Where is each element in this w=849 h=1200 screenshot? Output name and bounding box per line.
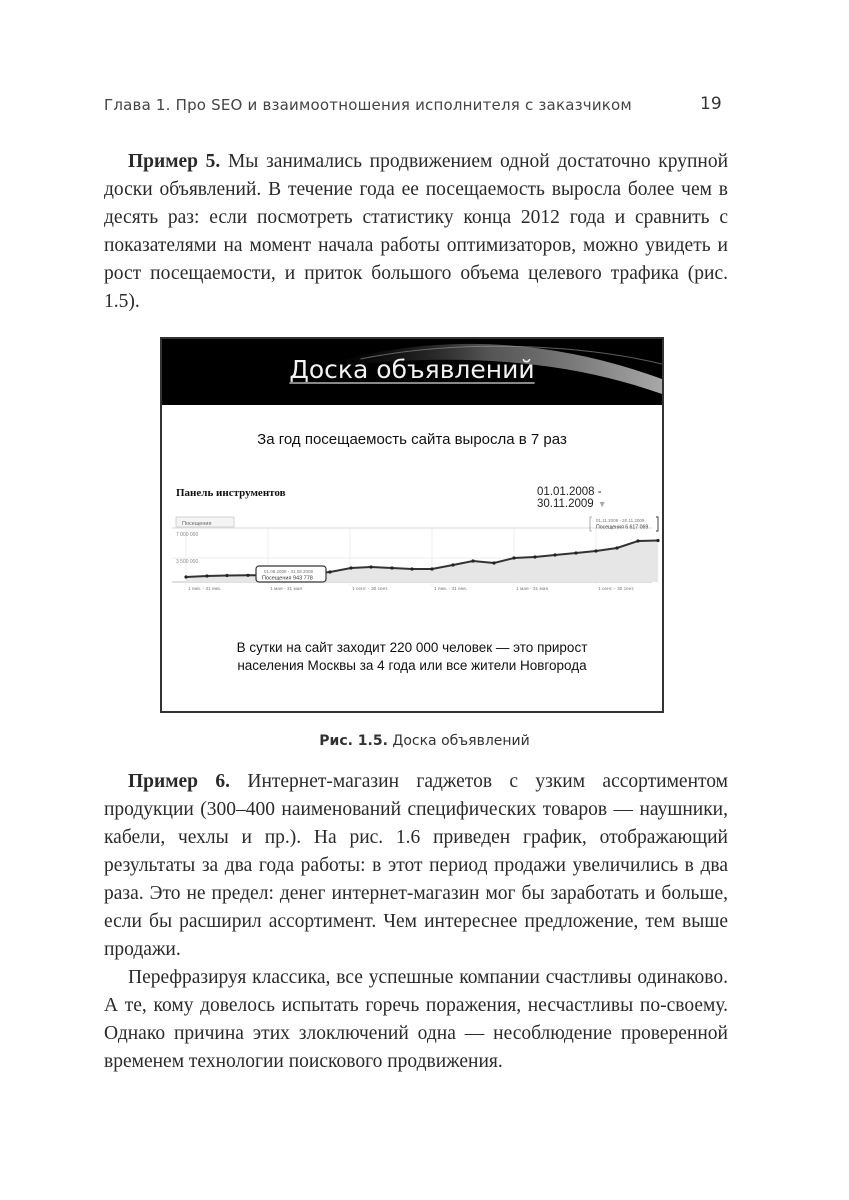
paragraph-text: Мы занимались продвижением одной достаточно крупной доски объявлений. В течение года ее посещаемость выросла более чем в десять раз: если посмотреть статистику конца 2012 года и сравнить с показателями на момент начала работы оптимизаторов, можно увидеть и рост посещаемости, и приток большого объема целевого трафика (рис. 1.5).: [104, 151, 729, 312]
x-tick-label: 1 янв. - 31 янв.: [188, 587, 222, 592]
visits-chart: [172, 511, 662, 621]
paragraph-conclusion: [104, 964, 728, 1076]
x-tick-label: 1 мая - 31 мая: [270, 587, 303, 592]
figure-board: [160, 337, 664, 713]
paragraph-text: Перефразируя классика, все успешные компании счастливы одинаково. А те, кому довелось испытать горечь поражения, несчастливы по-своему. Однако причина этих злоключений одна — несоблюдение проверенной временем технологии поискового продвижения.: [104, 967, 728, 1072]
paragraph-lead: Пример 5.: [128, 151, 221, 172]
running-head-title: Глава 1. Про SEO и взаимоотношения исполнителя с заказчиком: [104, 96, 632, 114]
tooltip-left-value: Посещения 943 778: [262, 575, 313, 582]
tooltip-right-value: Посещения 6 617 069: [596, 524, 649, 531]
banner-title: Доска объявлений: [289, 355, 535, 384]
paragraph-example-5: [104, 148, 728, 316]
paragraph-text: Интернет-магазин гаджетов с узким ассортиментом продукции (300–400 наименований специфических товаров — наушники, кабели, чехлы и пр.). На рис. 1.6 приведен график, отображающий результаты за два года работы: в этот период продажи увеличились в два раза. Это не предел: денег интернет-магазин мог бы заработать и больше, если бы расширил ассортимент. Чем интереснее предложение, тем выше продажи.: [104, 771, 729, 960]
x-tick-label: 1 сент. - 30 сент.: [352, 587, 389, 592]
figure-note: [162, 639, 662, 675]
page-number: 19: [700, 94, 722, 114]
caption-label: Рис. 1.5.: [319, 733, 388, 749]
date-range-value: 01.01.2008 - 30.11.2009: [537, 486, 602, 510]
date-range-selector[interactable]: [537, 486, 662, 510]
tooltip-left-dates: 01.08.2008 - 31.08.2008: [264, 569, 314, 574]
paragraph-lead: Пример 6.: [128, 771, 231, 792]
figure-subtitle: За год посещаемость сайта выросла в 7 раз: [257, 431, 567, 448]
tooltip-right-dates: 01.11.2009 - 30.11.2009: [596, 518, 645, 523]
panel-title: Панель инструментов: [176, 487, 286, 499]
x-tick-label: 1 мая - 31 мая: [516, 587, 549, 592]
tooltip-left: [256, 566, 326, 582]
figure-note-line-2: населения Москвы за 4 года или все жители Новгорода: [237, 658, 587, 673]
x-tick-label: 1 сент. - 30 сент.: [598, 587, 635, 592]
paragraph-example-6: [104, 768, 728, 964]
y-tick-high: 7 000 000: [176, 532, 199, 538]
figure-note-line-1: В сутки на сайт заходит 220 000 человек — это прирост: [236, 640, 588, 655]
figure-caption: [0, 733, 849, 749]
figure-banner: [162, 339, 662, 405]
tooltip-right: [590, 517, 658, 531]
x-tick-label: 1 янв. - 31 янв.: [434, 587, 468, 592]
chevron-down-icon: ▼: [597, 499, 607, 509]
caption-text: Доска объявлений: [387, 733, 530, 749]
y-tick-mid: 3 500 000: [176, 559, 199, 565]
metric-selector-label: Посещения: [182, 521, 212, 527]
